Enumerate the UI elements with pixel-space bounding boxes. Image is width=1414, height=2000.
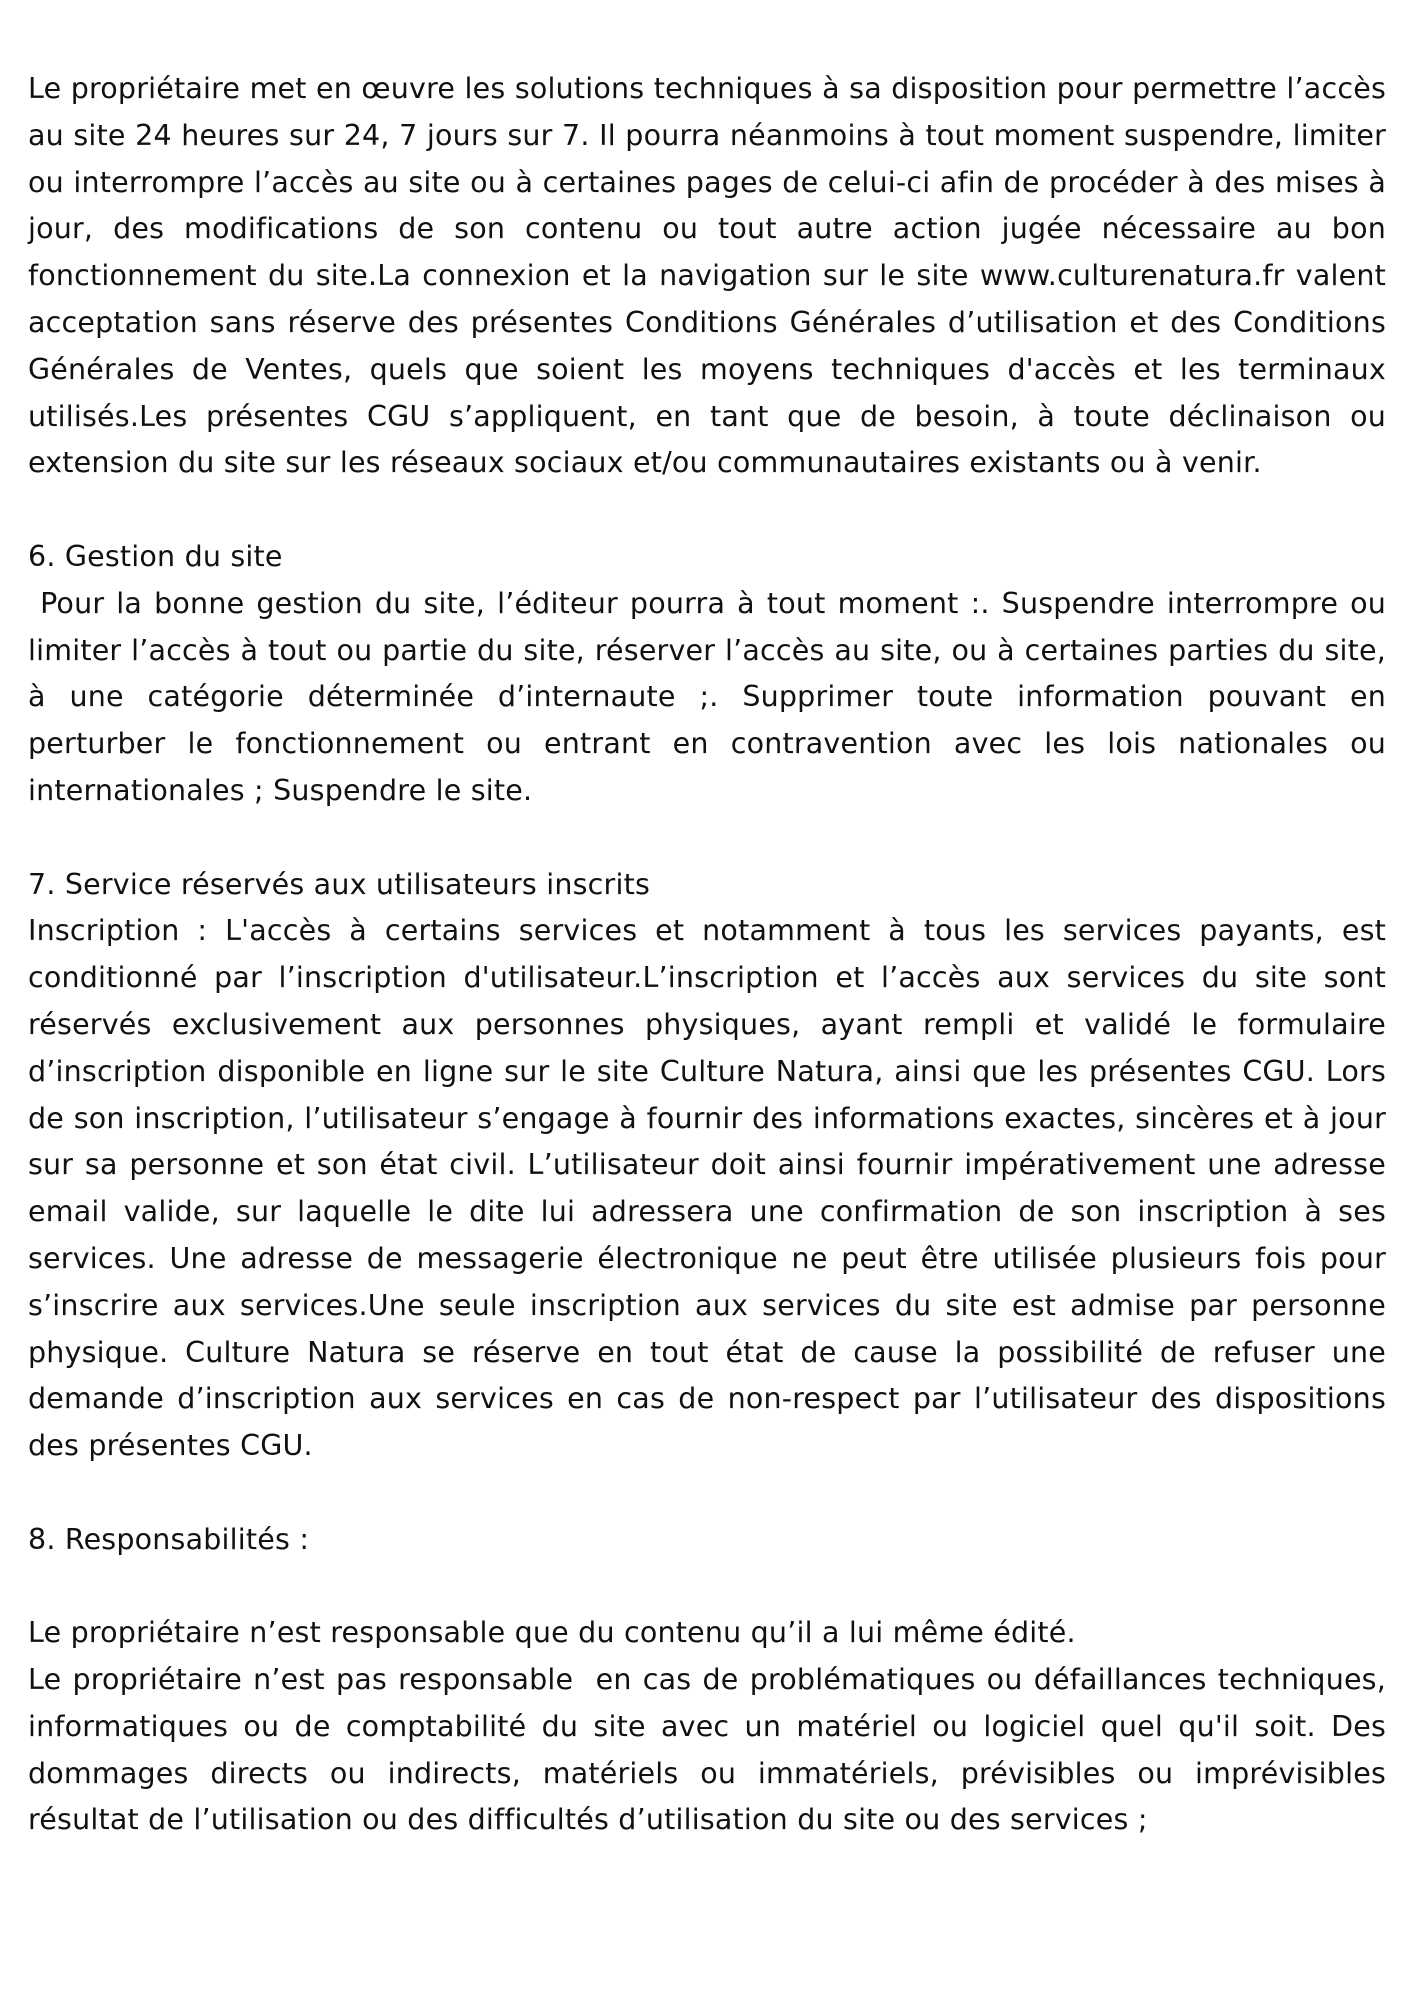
spacer xyxy=(28,1564,1386,1611)
intro-paragraph: Le propriétaire met en œuvre les solutions techniques à sa disposition pour permettre l’accès au site 24 heures sur 24, 7 jours sur 7. Il pourra néanmoins à tout moment suspendre, limiter ou interrompre l’accès au site ou à certaines pages de celui-ci afin de procéder à des mises à jour, des modifications de son contenu ou tout autre action jugée nécessaire au bon fonctionnement du site.La connexion et la navigation sur le site www.culturenatura.fr valent acceptation sans réserve des présentes Conditions Générales d’utilisation et des Conditions Générales de Ventes, quels que soient les moyens techniques d'accès et les terminaux utilisés.Les présentes CGU s’appliquent, en tant que de besoin, à toute déclinaison ou extension du site sur les réseaux sociaux et/ou communautaires existants ou à venir. xyxy=(28,72,1386,480)
section-8-heading: 8. Responsabilités : xyxy=(28,1522,310,1556)
section-6-body: Pour la bonne gestion du site, l’éditeur pourra à tout moment :. Suspendre interrompre ou limiter l’accès à tout ou partie du site, réserver l’accès au site, ou à certaines parties du site, à une catégorie déterminée d’internaute ;. Supprimer toute information pouvant en perturber le fonctionnement ou entrant en contravention avec les lois nationales ou internationales ; Suspendre le site. xyxy=(28,586,1396,807)
document-page xyxy=(28,66,1396,1844)
spacer xyxy=(28,487,1386,534)
spacer xyxy=(28,815,1386,862)
section-7-body: Inscription : L'accès à certains services et notamment à tous les services payants, est conditionné par l’inscription d'utilisateur.L’inscription et l’accès aux services du site sont réservés exclusivement aux personnes physiques, ayant rempli et validé le formulaire d’inscription disponible en ligne sur le site Culture Natura, ainsi que les présentes CGU. Lors de son inscription, l’utilisateur s’engage à fournir des informations exactes, sincères et à jour sur sa personne et son état civil. L’utilisateur doit ainsi fournir impérativement une adresse email valide, sur laquelle le dite lui adressera une confirmation de son inscription à ses services. Une adresse de messagerie électronique ne peut être utilisée plusieurs fois pour s’inscrire aux services.Une seule inscription aux services du site est admise par personne physique. Culture Natura se réserve en tout état de cause la possibilité de refuser une demande d’inscription aux services en cas de non-respect par l’utilisateur des dispositions des présentes CGU. xyxy=(28,914,1386,1463)
section-6-heading: 6. Gestion du site xyxy=(28,539,283,573)
section-7-heading: 7. Service réservés aux utilisateurs inscrits xyxy=(28,867,650,901)
spacer xyxy=(28,1470,1386,1517)
section-8-body: Le propriétaire n’est pas responsable en cas de problématiques ou défaillances techniques, informatiques ou de comptabilité du site avec un matériel ou logiciel quel qu'il soit. Des dommages directs ou indirects, matériels ou immatériels, prévisibles ou imprévisibles résultat de l’utilisation ou des difficultés d’utilisation du site ou des services ; xyxy=(28,1663,1396,1837)
section-8-line-1: Le propriétaire n’est responsable que du contenu qu’il a lui même édité. xyxy=(28,1616,1076,1650)
